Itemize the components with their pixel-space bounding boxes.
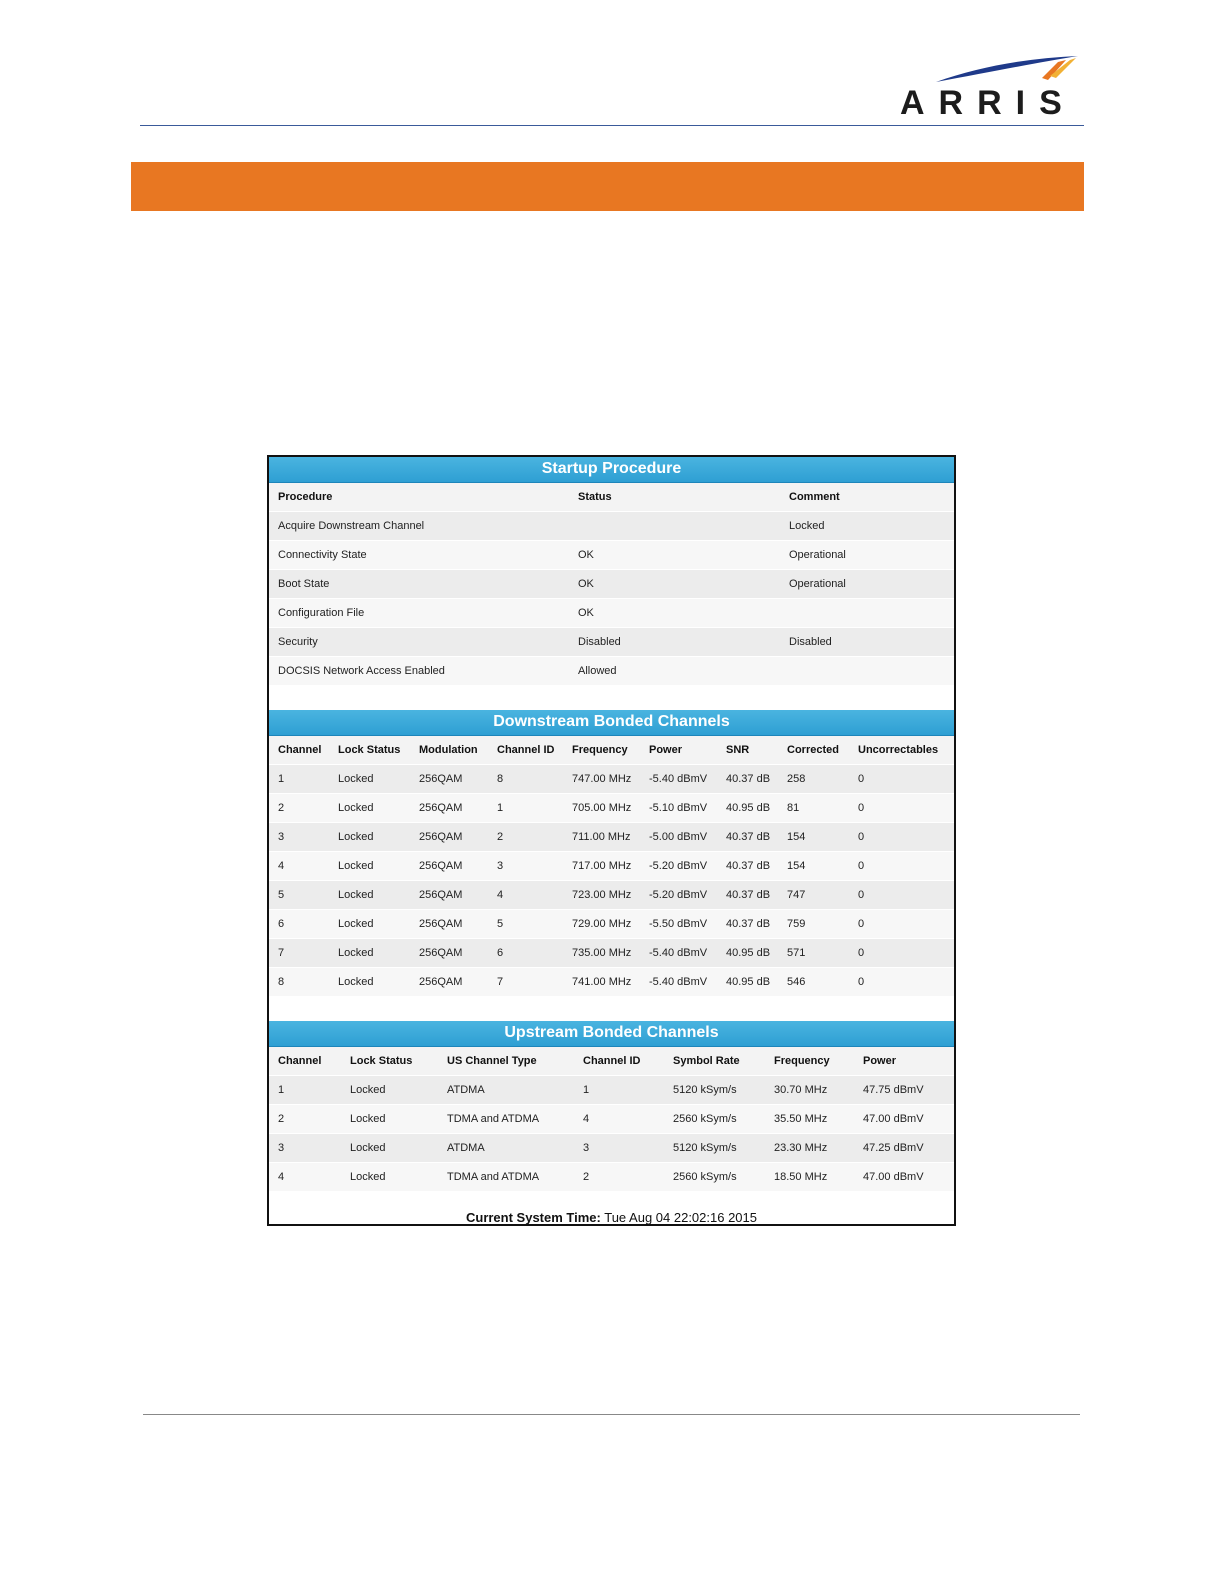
table-row xyxy=(269,823,954,852)
section-banner xyxy=(131,162,1084,211)
table-row xyxy=(269,765,954,794)
table-cell: Acquire Downstream Channel xyxy=(278,520,425,532)
table-cell: 154 xyxy=(787,860,806,872)
table-cell: Allowed xyxy=(578,665,617,677)
table-cell xyxy=(780,599,954,628)
table-cell: Locked xyxy=(350,1142,386,1154)
table-cell: Operational xyxy=(789,578,846,590)
table-cell: Disabled xyxy=(789,636,832,648)
table-cell: Locked xyxy=(338,889,374,901)
downstream-table xyxy=(269,736,954,997)
upstream-header-row xyxy=(269,1047,954,1076)
table-cell: 4 xyxy=(497,889,504,901)
table-cell: -5.10 dBmV xyxy=(649,802,708,814)
table-cell: Configuration File xyxy=(278,607,365,619)
table-cell: 47.00 dBmV xyxy=(863,1171,924,1183)
table-cell: Security xyxy=(278,636,318,648)
table-cell: 1 xyxy=(583,1084,590,1096)
arris-logo xyxy=(900,50,1080,125)
table-cell: ATDMA xyxy=(447,1142,485,1154)
table-cell: OK xyxy=(578,578,594,590)
column-header: Frequency xyxy=(572,744,628,756)
table-cell: Operational xyxy=(789,549,846,561)
table-row xyxy=(269,910,954,939)
table-cell: 0 xyxy=(858,889,865,901)
table-cell: -5.40 dBmV xyxy=(649,976,708,988)
table-cell: 47.25 dBmV xyxy=(863,1142,924,1154)
table-cell: 6 xyxy=(278,918,285,930)
column-header: Channel ID xyxy=(497,744,555,756)
table-cell: 40.95 dB xyxy=(726,947,771,959)
startup-header-row xyxy=(269,483,954,512)
table-cell: 5120 kSym/s xyxy=(673,1142,737,1154)
logo-wordmark: ARRIS xyxy=(900,84,1076,122)
table-cell: 1 xyxy=(497,802,504,814)
table-cell: 741.00 MHz xyxy=(572,976,632,988)
table-cell: 40.37 dB xyxy=(726,831,771,843)
section-gap xyxy=(269,686,954,710)
table-cell: 81 xyxy=(787,802,800,814)
table-cell: 18.50 MHz xyxy=(774,1171,828,1183)
table-cell: 1 xyxy=(278,1084,285,1096)
table-cell: 1 xyxy=(278,773,285,785)
table-cell: Locked xyxy=(350,1084,386,1096)
table-cell: 7 xyxy=(278,947,285,959)
table-cell: 154 xyxy=(787,831,806,843)
table-cell: 735.00 MHz xyxy=(572,947,632,959)
table-cell: 0 xyxy=(858,773,865,785)
table-cell: 3 xyxy=(583,1142,590,1154)
table-cell: 40.95 dB xyxy=(726,976,771,988)
status-panel xyxy=(267,455,956,1226)
column-header: Corrected xyxy=(787,744,839,756)
column-header: Channel xyxy=(278,1055,322,1067)
table-cell: 40.95 dB xyxy=(726,802,771,814)
startup-procedure-table xyxy=(269,483,954,686)
table-cell: 40.37 dB xyxy=(726,889,771,901)
table-cell: Locked xyxy=(338,802,374,814)
upstream-title: Upstream Bonded Channels xyxy=(269,1021,954,1047)
table-cell: 0 xyxy=(858,802,865,814)
table-cell: Locked xyxy=(338,918,374,930)
table-cell: 256QAM xyxy=(419,889,463,901)
column-header: Lock Status xyxy=(350,1055,413,1067)
table-cell: -5.50 dBmV xyxy=(649,918,708,930)
startup-procedure-title: Startup Procedure xyxy=(269,457,954,483)
table-cell: OK xyxy=(578,549,594,561)
table-cell: -5.20 dBmV xyxy=(649,889,708,901)
column-header: Comment xyxy=(789,491,840,503)
table-cell: Locked xyxy=(789,520,825,532)
table-cell: 723.00 MHz xyxy=(572,889,632,901)
table-cell: 4 xyxy=(583,1113,590,1125)
table-row xyxy=(269,570,954,599)
header-divider xyxy=(140,125,1084,126)
table-cell: 747 xyxy=(787,889,806,901)
table-cell: 717.00 MHz xyxy=(572,860,632,872)
table-cell: Locked xyxy=(338,831,374,843)
table-row xyxy=(269,1076,954,1105)
table-cell: 3 xyxy=(278,1142,285,1154)
column-header: Frequency xyxy=(774,1055,830,1067)
table-cell: 0 xyxy=(858,947,865,959)
table-cell: 8 xyxy=(497,773,504,785)
table-cell: 546 xyxy=(787,976,806,988)
table-cell: 759 xyxy=(787,918,806,930)
table-row xyxy=(269,1163,954,1192)
table-cell: 711.00 MHz xyxy=(572,831,631,843)
table-cell: 2 xyxy=(497,831,504,843)
table-cell: 7 xyxy=(497,976,504,988)
table-cell: 5120 kSym/s xyxy=(673,1084,737,1096)
table-cell: 0 xyxy=(858,831,865,843)
table-cell: Boot State xyxy=(278,578,330,590)
table-row xyxy=(269,1134,954,1163)
column-header: Uncorrectables xyxy=(858,744,939,756)
table-row xyxy=(269,939,954,968)
table-cell: 256QAM xyxy=(419,918,463,930)
table-cell: 40.37 dB xyxy=(726,860,771,872)
table-cell: 256QAM xyxy=(419,773,463,785)
table-cell: 47.75 dBmV xyxy=(863,1084,924,1096)
table-cell: 23.30 MHz xyxy=(774,1142,828,1154)
table-cell: 6 xyxy=(497,947,504,959)
table-cell: Disabled xyxy=(578,636,621,648)
table-cell: 2 xyxy=(278,1113,285,1125)
table-cell: 729.00 MHz xyxy=(572,918,632,930)
section-gap xyxy=(269,997,954,1021)
table-cell: 571 xyxy=(787,947,806,959)
table-row xyxy=(269,657,954,686)
table-cell: OK xyxy=(578,607,594,619)
table-cell xyxy=(569,512,780,541)
column-header: US Channel Type xyxy=(447,1055,537,1067)
table-row xyxy=(269,968,954,997)
table-row xyxy=(269,628,954,657)
table-cell: 30.70 MHz xyxy=(774,1084,828,1096)
table-cell: 258 xyxy=(787,773,806,785)
table-cell xyxy=(780,657,954,686)
table-cell: 705.00 MHz xyxy=(572,802,632,814)
table-cell: Locked xyxy=(350,1113,386,1125)
table-cell: Locked xyxy=(338,860,374,872)
upstream-table xyxy=(269,1047,954,1192)
table-cell: 256QAM xyxy=(419,947,463,959)
table-cell: 8 xyxy=(278,976,285,988)
column-header: Channel ID xyxy=(583,1055,641,1067)
table-cell: 4 xyxy=(278,860,285,872)
column-header: Procedure xyxy=(278,491,333,503)
column-header: SNR xyxy=(726,744,750,756)
downstream-title: Downstream Bonded Channels xyxy=(269,710,954,736)
current-system-time xyxy=(269,1210,954,1225)
table-cell: Locked xyxy=(338,947,374,959)
table-cell: Locked xyxy=(338,773,374,785)
table-cell: Locked xyxy=(350,1171,386,1183)
table-cell: 40.37 dB xyxy=(726,773,771,785)
table-cell: -5.00 dBmV xyxy=(649,831,708,843)
table-row xyxy=(269,852,954,881)
table-row xyxy=(269,794,954,823)
table-row xyxy=(269,541,954,570)
table-cell: 5 xyxy=(278,889,285,901)
column-header: Modulation xyxy=(419,744,478,756)
column-header: Channel xyxy=(278,744,322,756)
table-cell: 35.50 MHz xyxy=(774,1113,828,1125)
table-row xyxy=(269,512,954,541)
table-cell: 3 xyxy=(497,860,504,872)
table-cell: 256QAM xyxy=(419,802,463,814)
table-cell: 4 xyxy=(278,1171,285,1183)
table-cell: 256QAM xyxy=(419,860,463,872)
table-cell: -5.40 dBmV xyxy=(649,947,708,959)
table-cell: 2 xyxy=(278,802,285,814)
table-cell: ATDMA xyxy=(447,1084,485,1096)
table-cell: 256QAM xyxy=(419,831,463,843)
table-cell: -5.20 dBmV xyxy=(649,860,708,872)
column-header: Status xyxy=(578,491,612,503)
table-cell: Connectivity State xyxy=(278,549,367,561)
table-cell: -5.40 dBmV xyxy=(649,773,708,785)
logo-swoosh-icon xyxy=(930,52,1080,86)
table-row xyxy=(269,881,954,910)
table-cell: TDMA and ATDMA xyxy=(447,1171,540,1183)
table-cell: 256QAM xyxy=(419,976,463,988)
column-header: Symbol Rate xyxy=(673,1055,740,1067)
table-cell: 0 xyxy=(858,860,865,872)
downstream-header-row xyxy=(269,736,954,765)
table-cell: 2560 kSym/s xyxy=(673,1113,737,1125)
table-cell: 5 xyxy=(497,918,504,930)
table-cell: DOCSIS Network Access Enabled xyxy=(278,665,445,677)
table-cell: 747.00 MHz xyxy=(572,773,632,785)
table-cell: 2560 kSym/s xyxy=(673,1171,737,1183)
column-header: Power xyxy=(649,744,683,756)
table-row xyxy=(269,1105,954,1134)
table-row xyxy=(269,599,954,628)
table-cell: 0 xyxy=(858,918,865,930)
table-cell: 2 xyxy=(583,1171,590,1183)
system-time-label: Current System Time: xyxy=(465,1210,601,1225)
table-cell: TDMA and ATDMA xyxy=(447,1113,540,1125)
table-cell: 40.37 dB xyxy=(726,918,771,930)
table-cell: 0 xyxy=(858,976,865,988)
table-cell: 47.00 dBmV xyxy=(863,1113,924,1125)
column-header: Power xyxy=(863,1055,897,1067)
system-time-value: Tue Aug 04 22:02:16 2015 xyxy=(604,1210,757,1225)
table-cell: 3 xyxy=(278,831,285,843)
column-header: Lock Status xyxy=(338,744,401,756)
footer-divider xyxy=(143,1414,1080,1415)
table-cell: Locked xyxy=(338,976,374,988)
